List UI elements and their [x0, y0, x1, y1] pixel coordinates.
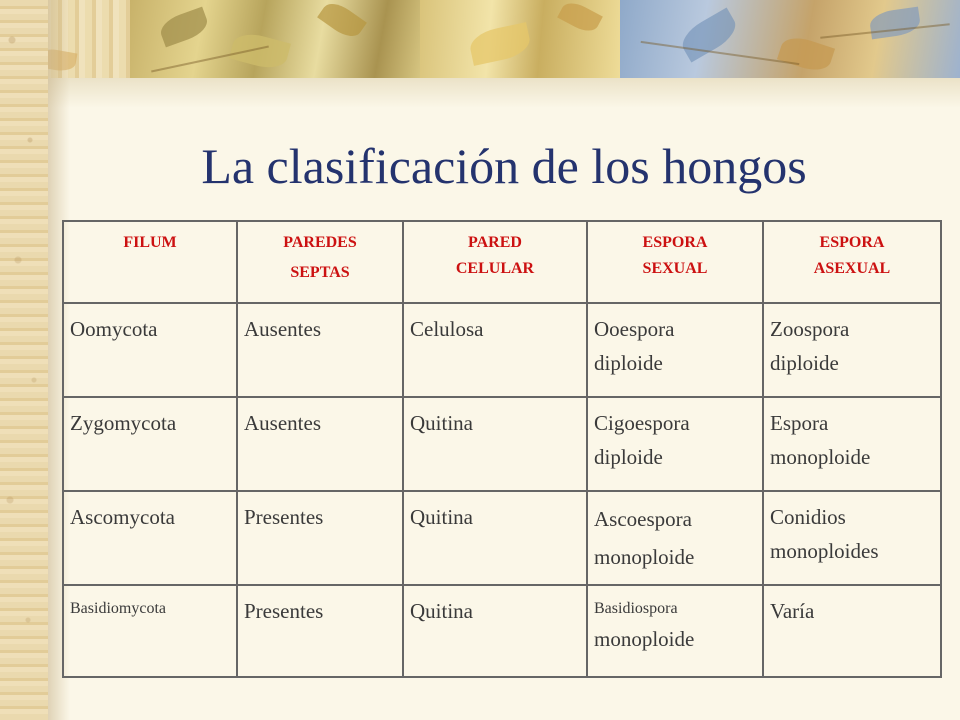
header-espora-sexual: [587, 221, 763, 303]
header-espora-asexual: [763, 221, 941, 303]
header-line: SEXUAL: [642, 260, 708, 277]
header-pared-celular: [403, 221, 587, 303]
left-parchment-strip: [0, 0, 48, 720]
cell-espora-asexual: [763, 585, 941, 677]
cell-line: monoploides: [770, 539, 879, 563]
cell-espora-sexual: [587, 397, 763, 491]
cell-line: Ascoespora: [594, 507, 692, 531]
cell-paredes-septas: Ausentes: [237, 303, 403, 397]
table-row: [63, 397, 941, 491]
cell-paredes-septas: Ausentes: [237, 397, 403, 491]
table-row: [63, 491, 941, 585]
header-filum: [63, 221, 237, 303]
header-line: ESPORA: [642, 234, 708, 251]
cell-filum: Basidiomycota: [63, 585, 237, 677]
header-line: FILUM: [123, 234, 177, 251]
cell-line: Basidiospora: [594, 600, 678, 617]
cell-pared-celular: Quitina: [403, 397, 587, 491]
cell-paredes-septas: Presentes: [237, 491, 403, 585]
cell-filum: Zygomycota: [63, 397, 237, 491]
table-row: [63, 303, 941, 397]
table-header-row: [63, 221, 941, 303]
cell-line: Varía: [770, 599, 815, 623]
cell-espora-sexual: [587, 303, 763, 397]
header-line: PARED: [468, 234, 522, 251]
cell-line: diploide: [594, 445, 663, 469]
cell-line: diploide: [770, 351, 839, 375]
cell-pared-celular: Quitina: [403, 585, 587, 677]
cell-pared-celular: Celulosa: [403, 303, 587, 397]
header-line: ASEXUAL: [813, 260, 891, 277]
cell-espora-sexual: [587, 491, 763, 585]
header-line: ESPORA: [819, 234, 885, 251]
cell-espora-asexual: [763, 303, 941, 397]
cell-filum: Ascomycota: [63, 491, 237, 585]
cell-line: Zoospora: [770, 317, 850, 341]
cell-espora-sexual: [587, 585, 763, 677]
slide-title: La clasificación de los hongos: [201, 138, 807, 194]
header-line: CELULAR: [455, 260, 535, 277]
fungi-classification-table: [62, 220, 942, 678]
cell-line: Ooespora: [594, 317, 675, 341]
header-line: PAREDES: [283, 234, 357, 251]
cell-pared-celular: Quitina: [403, 491, 587, 585]
cell-line: Conidios: [770, 505, 846, 529]
header-paredes-septas: [237, 221, 403, 303]
cell-line: monoploide: [594, 627, 695, 651]
cell-line: Cigoespora: [594, 411, 690, 435]
cell-paredes-septas: Presentes: [237, 585, 403, 677]
cell-line: monoploide: [594, 545, 695, 569]
cell-line: monoploide: [770, 445, 871, 469]
top-shadow: [48, 78, 960, 108]
cell-line: diploide: [594, 351, 663, 375]
cell-espora-asexual: [763, 397, 941, 491]
cell-filum: Oomycota: [63, 303, 237, 397]
cell-line: Espora: [770, 411, 829, 435]
header-line: SEPTAS: [290, 264, 350, 281]
table-row: [63, 585, 941, 677]
cell-espora-asexual: [763, 491, 941, 585]
